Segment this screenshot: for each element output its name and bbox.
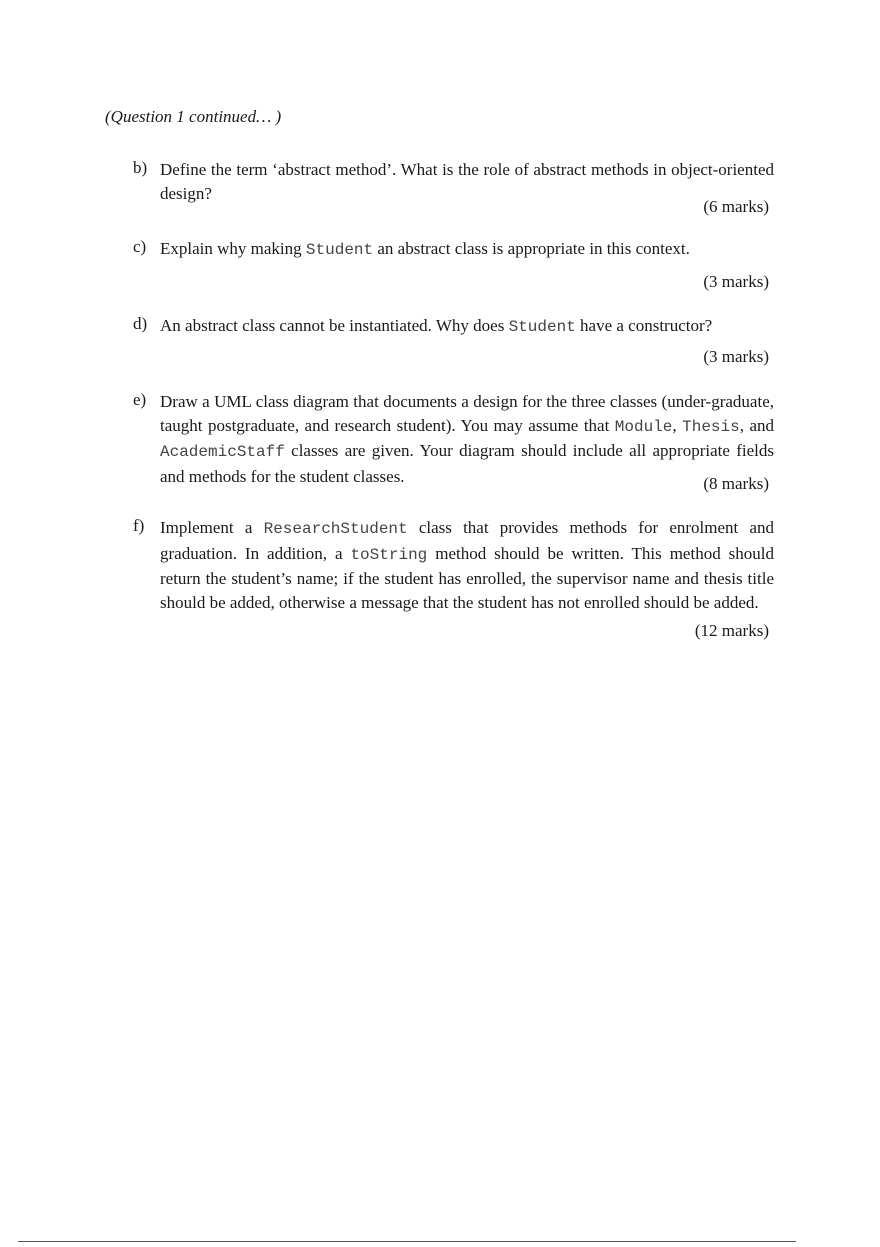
question-label: c) [133,237,147,256]
marks-c: (3 marks) [703,272,769,291]
code-thesis: Thesis [682,417,740,436]
question-d [133,314,774,340]
text-run: method should be written. This method should return the student’s name; if the student has enrolled, the supervisor name and thesis title should be added, otherwise a message that the student has not enrolled should be added. [160,543,774,612]
question-text [160,237,774,263]
code-student: Student [508,318,576,336]
text-run: , and [739,415,775,435]
question-text-content: Define the term ‘abstract method’. What is the role of abstract methods in object-oriented design? [160,160,774,203]
marks-b: (6 marks) [703,197,769,216]
code-student: Student [305,241,374,259]
text-run: Explain why making [160,239,306,258]
question-label: e) [133,390,147,409]
question-label: f) [133,516,145,535]
code-academicstaff: AcademicStaff [160,443,285,461]
text-run: Implement a [160,518,264,537]
question-label: d) [133,314,148,333]
text-run: , [672,415,683,435]
code-module: Module [614,417,673,436]
question-text [160,314,774,340]
question-c [133,237,774,263]
text-run: an abstract class is appropriate in this context. [373,239,690,258]
question-label: b) [133,158,148,177]
text-run: An abstract class cannot be instantiated. Why does [160,316,509,335]
text-run: have a constructor? [575,316,713,335]
code-researchstudent: ResearchStudent [263,520,408,538]
text-run: classes are given. Your diagram should include all appropriate fields and methods for the student classes. [160,441,774,486]
code-tostring: toString [350,545,428,564]
question-continued-header: (Question 1 continued… ) [105,107,282,126]
text-run: class that provides methods for enrolment and graduation. In addition, a [160,518,774,563]
marks-e: (8 marks) [703,474,769,493]
question-text [160,516,774,614]
footer-rule [18,1241,796,1242]
marks-f: (12 marks) [694,621,769,640]
text-run: Draw a UML class diagram that documents a design for the three classes (under-graduate, taught postgraduate, and research student). You may assume that [160,392,774,435]
marks-d: (3 marks) [703,347,769,366]
question-f [133,516,774,614]
